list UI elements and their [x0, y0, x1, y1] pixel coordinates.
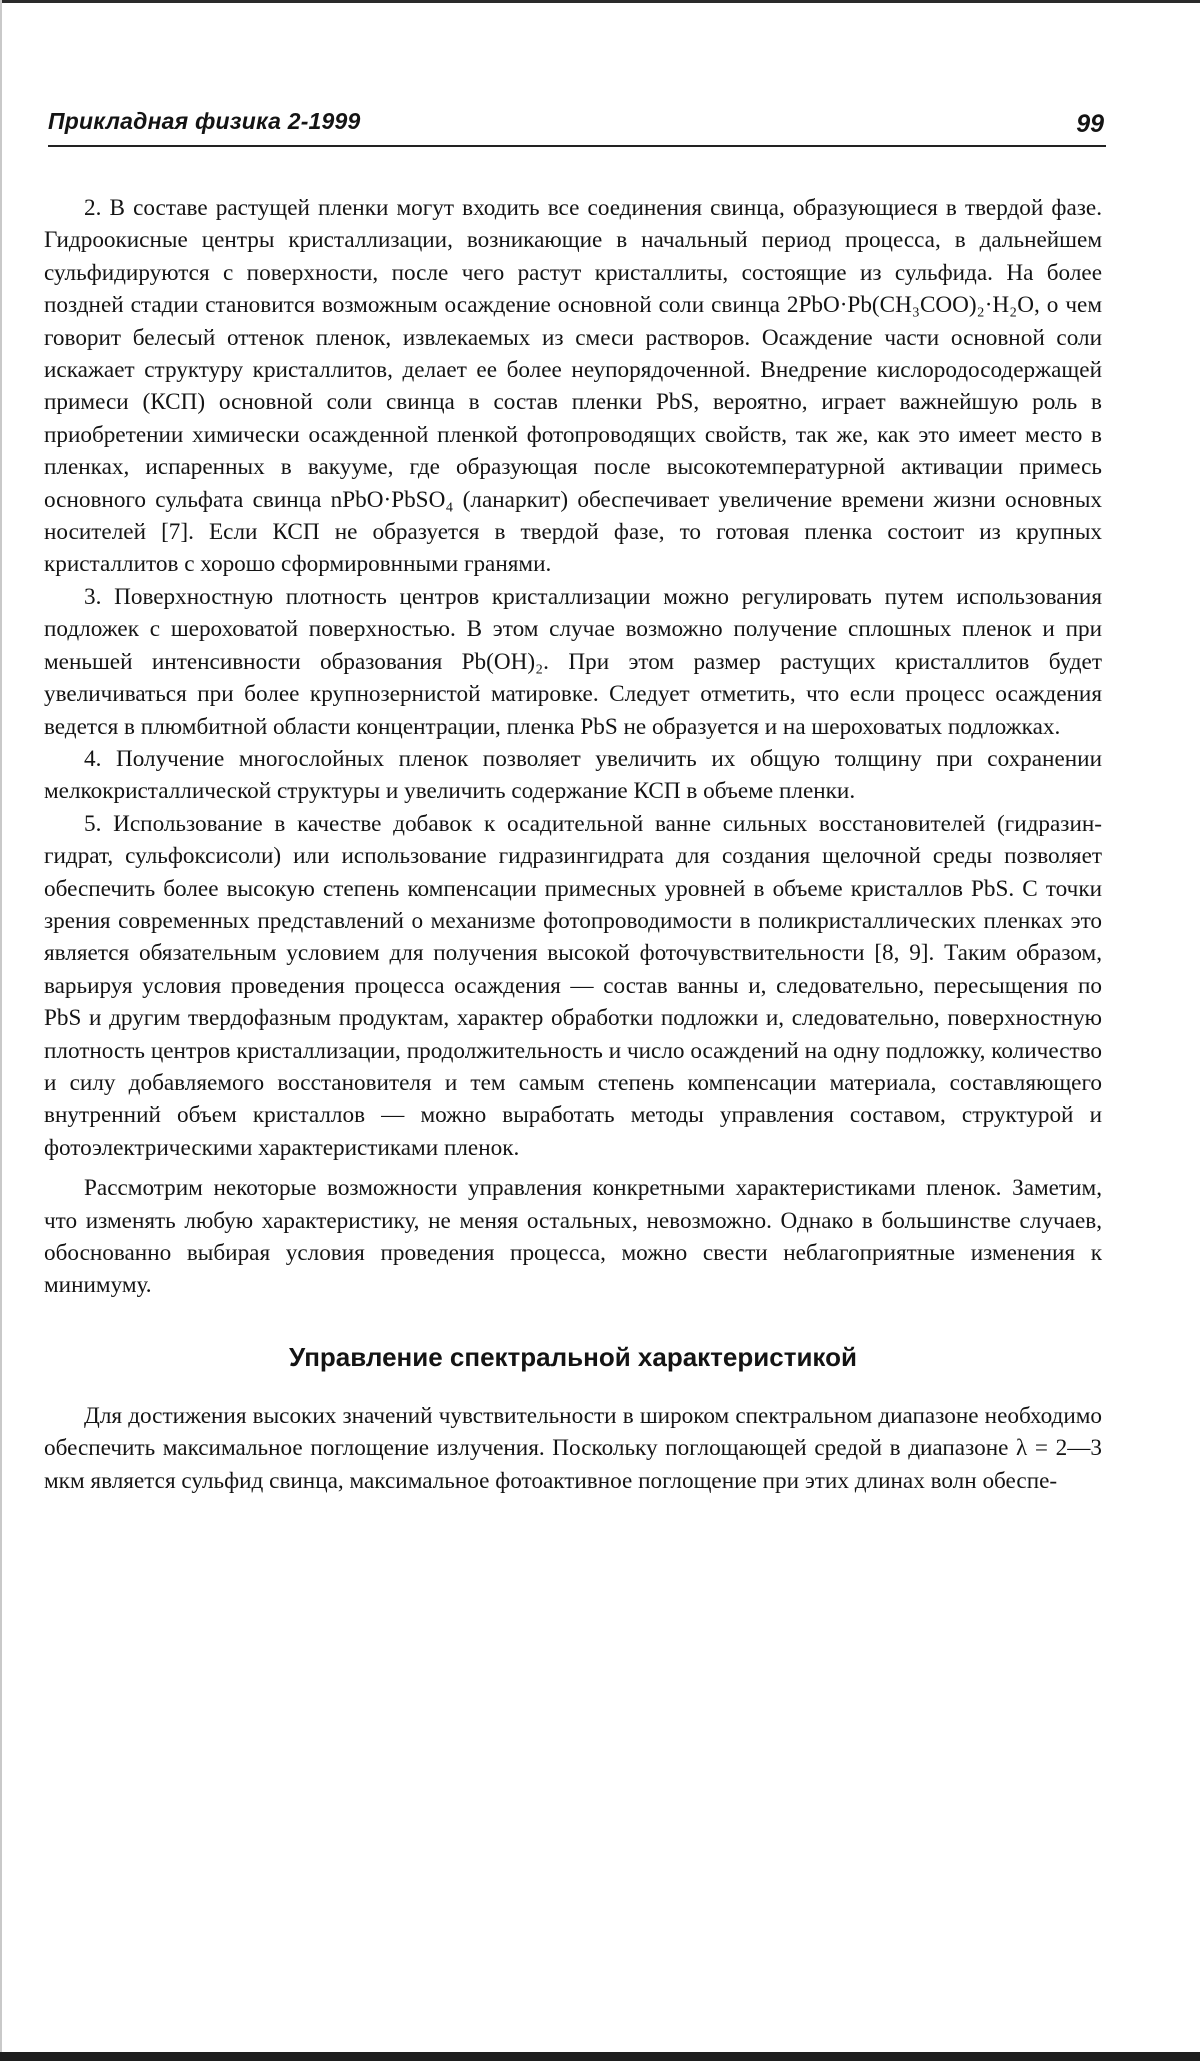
paragraph-item-5: 5. Использование в качестве добавок к осадительной ванне сильных восстановителей (гидразин-гидрат, сульфоксисоли) или использование гидразингидрата для создания щелочной среды позволяет обеспечить более высокую степень компенсации примесных уровней в объеме кристаллов PbS. С точки зрения современных представлений о механизме фотопроводимости в поликристаллических пленках это является обязательным условием для получения высокой фоточувствительности [8, 9]. Таким образом, варьируя условия проведения процесса осаждения — состав ванны и, следовательно, пересыщения по PbS и другим твердофазным продуктам, характер обработки подложки и, следовательно, поверхностную плотность центров кристаллизации, продолжительность и число осаждений на одну подложку, количество и силу добавляемого восстановителя и тем самым степень компенсации материала, составляющего внутренний объем кристаллов — можно выработать методы управления составом, структурой и фотоэлектрическими характеристиками пленок. [44, 810, 1102, 1161]
page-body [44, 192, 1102, 1497]
page-number: 99 [1076, 110, 1104, 138]
page-header [48, 108, 1104, 148]
paragraph-item-2: 2. В составе растущей пленки могут входить все соединения свинца, образующиеся в твердой фазе. Гидроокисные центры кристаллизации, возникающие в начальный период процесса, в дальнейшем сульфидируются с поверхности, после чего растут кристаллиты, состоящие из сульфида. На более поздней стадии становится возможным осаждение основной соли свинца 2PbO·Pb(CH₃COO)₂·H₂O, о чем говорит белесый оттенок пленок, извлекаемых из смеси растворов. Осаждение части основной соли искажает структуру кристаллитов, делает ее более неупорядоченной. Внедрение кислородосодержащей примеси (КСП) основной соли свинца в состав пленки PbS, вероятно, играет важнейшую роль в приобретении химически осажденной пленкой фотопроводящих свойств, так же, как это имеет место в пленках, испаренных в вакууме, где образующая после высокотемпературной активации примесь основного сульфата свинца nPbO·PbSO₄ (ланаркит) обеспечивает увеличение времени жизни основных носителей [7]. Если КСП не образуется в твердой фазе, то готовая пленка состоит из крупных кристаллитов с хорошо сформировнными гранями. [44, 195, 1102, 578]
journal-title: Прикладная физика 2-1999 [48, 108, 361, 134]
header-rule [48, 145, 1106, 147]
scan-bottom-edge [0, 2052, 1200, 2061]
scan-top-edge [0, 0, 1200, 3]
paragraph-item-3: 3. Поверхностную плотность центров кристаллизации можно регулировать путем использования подложек с шероховатой поверхностью. В этом случае возможно получение сплошных пленок и при меньшей интенсивности образования Pb(OH)₂. При этом размер растущих кристаллитов будет увеличиваться при более крупнозернистой матировке. Следует отметить, что если процесс осаждения ведется в плюмбитной области концентрации, пленка PbS не образуется и на шероховатых подложках. [44, 583, 1102, 740]
scan-left-edge [0, 0, 2, 2061]
paragraph-spectral: Для достижения высоких значений чувствительности в широком спектральном диапазоне необходимо обеспечить максимальное поглощение излучения. Поскольку поглощающей средой в диапазоне λ = 2—3 мкм является сульфид свинца, максимальное фотоактивное поглощение при этих длинах волн обеспе- [44, 1402, 1102, 1494]
paragraph-item-4: 4. Получение многослойных пленок позволяет увеличить их общую толщину при сохранении мелкокристаллической структуры и увеличить содержание КСП в объеме пленки. [44, 745, 1102, 805]
section-heading: Управление спектральной характеристикой [289, 1341, 857, 1372]
paragraph-considerations: Рассмотрим некоторые возможности управления конкретными характеристиками пленок. Заметим, что изменять любую характеристику, не меняя остальных, невозможно. Однако в большинстве случаев, обоснованно выбирая условия проведения процесса, можно свести неблагоприятные изменения к минимуму. [44, 1175, 1102, 1299]
